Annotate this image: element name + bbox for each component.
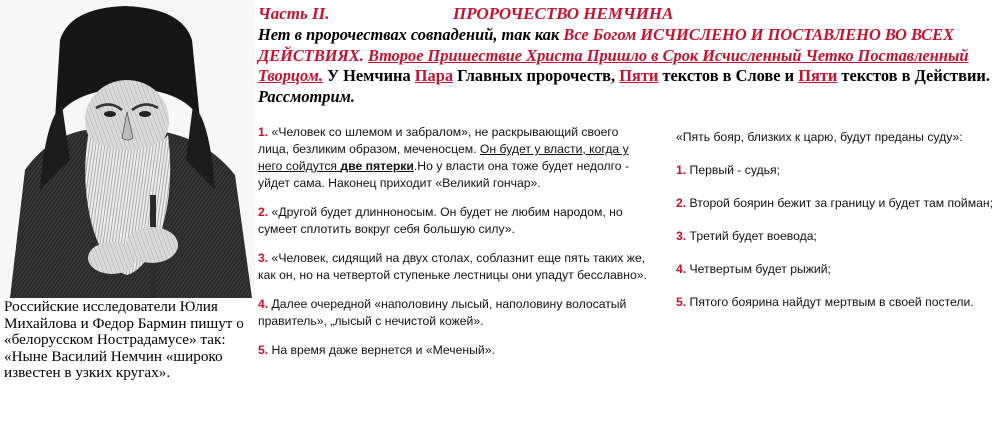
portrait-caption: Российские исследователи Юлия Михайлова и Федор Бармин пишут о «белорусском Нострадамусе» так: «Ныне Василий Немчин «широко известен в узких кругах». [4,298,244,382]
item-number: 4. [258,297,269,311]
page-title: ПРОРОЧЕСТВО НЕМЧИНА [453,4,674,23]
item-number: 5. [676,295,687,309]
item-text: Первый - судья; [686,163,780,177]
item-text: Третий будет воевода; [686,229,817,243]
intro-sentence-1-red: Все Богом ИСЧИСЛЕНО И ПОСТАВЛЕНО ВО ВСЕХ ДЕЙСТВИЯХ. [258,25,954,65]
item-underlined-text: Он будет у власти, когда у него сойдутся [258,142,629,173]
list-item [258,296,650,330]
intro-s3-a: У Немчина [322,66,415,85]
list-item [258,204,650,238]
item-text-cont: .Но у власти она тоже будет недолго - уйдет сама. Наконец приходит «Великий гончар». [258,159,629,190]
part-label: Часть II. [258,4,330,23]
intro-s3-c: текстов в Слове и [658,66,799,85]
prophecies-words-list [258,124,650,371]
intro-s3-d: текстов в Действии. [837,66,990,85]
list-item [676,261,994,278]
item-number: 4. [676,262,687,276]
intro-pyati-1: Пяти [619,66,659,85]
item-text: «Другой будет длинноносым. Он будет не любим народом, но сумеет сплотить вокруг себя большую силу». [258,205,623,236]
list-item [258,342,650,359]
intro-s3-b: Главных пророчеств, [453,66,620,85]
list-item [258,250,650,284]
item-text: «Человек со шлемом и забралом», не раскрывающий своего лица, безликим образом, меченосцем. [258,125,619,156]
item-text: Четвертым будет рыжий; [686,262,831,276]
item-number: 3. [258,251,269,265]
intro-s3-e: Рассмотрим. [258,86,355,106]
item-number: 5. [258,343,269,357]
item-number: 3. [676,229,687,243]
intro-sentence-2: Второе Пришествие Христа Пришло в Срок Исчисленный Четко Поставленный Творцом. [258,45,969,85]
list-item [676,228,994,245]
item-text: Пятого боярина найдут мертвым в своей постели. [686,295,974,309]
list-intro: «Пять бояр, близких к царю, будут преданы суду»: [676,130,963,144]
list-item [676,162,994,179]
prophecies-deeds-list [676,129,994,327]
list-item [676,294,994,311]
header-title-line [258,4,996,24]
item-text: «Человек, сидящий на двух столах, соблазнит еще пять таких же, как он, но на четвертой ступеньке лестницы они упадут бесславно». [258,251,647,282]
list-item [258,124,650,192]
item-text: На время даже вернется и «Меченый». [268,343,495,357]
intro-para: Пара [414,66,454,85]
item-number: 2. [258,205,269,219]
header-block [258,4,996,107]
intro-sentence-1: Нет в пророчествах совпадений, так как [258,25,564,44]
portrait-engraving [0,0,255,298]
item-number: 2. [676,196,687,210]
intro-pyati-2: Пяти [798,66,838,85]
list-item [676,195,994,212]
portrait-image [0,0,255,298]
item-number: 1. [258,125,269,139]
header-intro [258,25,996,107]
item-number: 1. [676,163,687,177]
item-text: Далее очередной «наполовину лысый, наполовину волосатый правитель», „лысый с нечистой кожей». [258,297,627,328]
item-text: Второй боярин бежит за границу и будет там пойман; [686,196,993,210]
item-highlight: две пятерки [340,159,414,173]
